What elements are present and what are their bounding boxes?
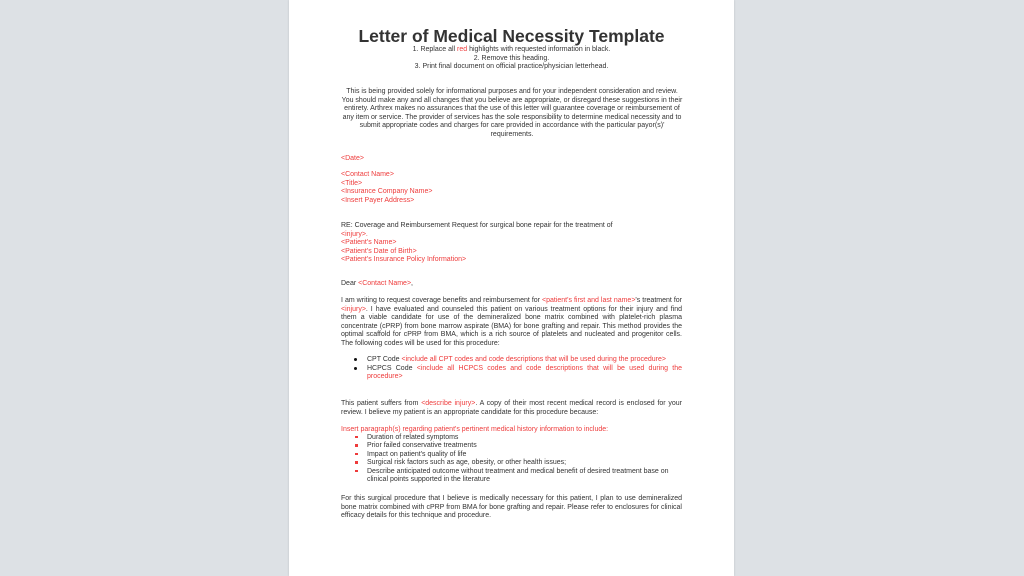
patient-name-field: <Patient's Name> <box>341 239 397 246</box>
bullet-hcpcs <box>354 367 357 370</box>
history-item-4: Surgical risk factors such as age, obesity, or other health issues; <box>367 459 567 466</box>
request-paragraph <box>341 297 682 348</box>
contact-name-field: <Contact Name> <box>341 171 394 178</box>
hcpcs-placeholder: <include all HCPCS codes and code descriptions that will be used during the procedure> <box>367 364 682 380</box>
cpt-placeholder: <include all CPT codes and code descriptions that will be used during the procedure> <box>401 355 666 363</box>
para2-text-c: . A copy of their most recent medical record is enclosed for your review. I believe my patient is an appropriate candidate for this procedure because: <box>341 400 682 416</box>
salutation-comma: , <box>411 280 413 287</box>
para2-text-a: This patient suffers from <box>341 400 422 407</box>
salutation-contact: <Contact Name> <box>358 280 412 287</box>
insurance-company-field: <Insurance Company Name> <box>341 188 433 195</box>
history-intro: Insert paragraph(s) regarding patient's pertinent medical history information to include: <box>341 425 609 433</box>
re-injury-field: <injury>. <box>341 230 368 238</box>
para1-injury-placeholder: <injury> <box>341 305 366 313</box>
instruction-1-post: highlights with requested information in black. <box>467 46 611 53</box>
patient-condition-paragraph <box>341 400 682 417</box>
instruction-1-red: red <box>457 46 468 53</box>
cpt-code-item <box>367 356 682 365</box>
disclaimer-paragraph: This is being provided solely for informational purposes and for your independent consideration and review. You should make any and all changes that you believe are appropriate, or disregard these suggestions in their entirety. Arthrex makes no assurances that the use of this letter will guarantee coverage or reimbursement of any item or service. The provider of services has the sole responsibility to determine medical necessity and to submit appropriate codes and charges for care provided in accordance with the particular payor(s)' requirements. <box>341 88 683 138</box>
history-bullet-5 <box>355 470 358 473</box>
instruction-3: 3. Print final document on official practice/physician letterhead. <box>414 63 609 70</box>
history-bullet-3 <box>355 453 358 456</box>
describe-injury-placeholder: <describe injury> <box>421 400 476 407</box>
history-item-1: Duration of related symptoms <box>367 433 459 441</box>
history-item-5: Describe anticipated outcome without treatment and medical benefit of desired treatment base on clinical points supported in the literature <box>367 467 669 483</box>
date-field: <Date> <box>341 155 364 162</box>
instruction-1-pre: 1. Replace all <box>412 46 458 53</box>
re-line: RE: Coverage and Reimbursement Request for surgical bone repair for the treatment of <box>341 222 613 229</box>
patient-dob-field: <Patient's Date of Birth> <box>341 247 417 255</box>
salutation-dear: Dear <box>341 280 359 287</box>
payer-address-field: <Insert Payer Address> <box>341 196 415 204</box>
cpt-label: CPT Code <box>367 355 402 363</box>
para1-text-e: . I have evaluated and counseled this patient on various treatment options for their injury and find them a viable candidate for use of the demineralized bone matrix combined with platelet-rich plasma concentrate (cPRP) from bone marrow aspirate (BMA) for bone grafting and repair. This method provides the optimal scaffold for cPRP from BMA, which is a rich source of platelets and nucleated and progenitor cells. The following codes will be used for this procedure: <box>341 305 682 347</box>
history-item-2: Prior failed conservative treatments <box>367 442 477 449</box>
procedure-paragraph: For this surgical procedure that I believe is medically necessary for this patient, I plan to use demineralized bone matrix combined with cPRP from BMA for bone grafting and repair. Please refer to enclosures for clinical efficacy details for this technique and procedure. <box>341 495 682 519</box>
hcpcs-code-item <box>367 365 682 382</box>
policy-info-field: <Patient's Insurance Policy Information> <box>341 256 467 263</box>
para1-text-c: 's treatment for <box>635 297 683 304</box>
history-item-3: Impact on patient's quality of life <box>367 450 467 458</box>
document-page <box>289 0 734 576</box>
bullet-cpt <box>354 358 357 361</box>
hcpcs-label: HCPCS Code <box>367 364 417 372</box>
title-field: <Title> <box>341 179 363 187</box>
patient-full-name-placeholder: <patient's first and last name> <box>542 297 636 304</box>
history-bullet-4 <box>355 461 358 464</box>
document-title: Letter of Medical Necessity Template <box>358 26 665 46</box>
instruction-2: 2. Remove this heading. <box>473 54 550 62</box>
salutation <box>341 280 413 289</box>
history-bullet-2 <box>355 444 358 447</box>
instruction-1 <box>289 46 734 55</box>
para1-text-a: I am writing to request coverage benefits and reimbursement for <box>341 297 542 304</box>
history-bullet-1 <box>355 436 358 439</box>
